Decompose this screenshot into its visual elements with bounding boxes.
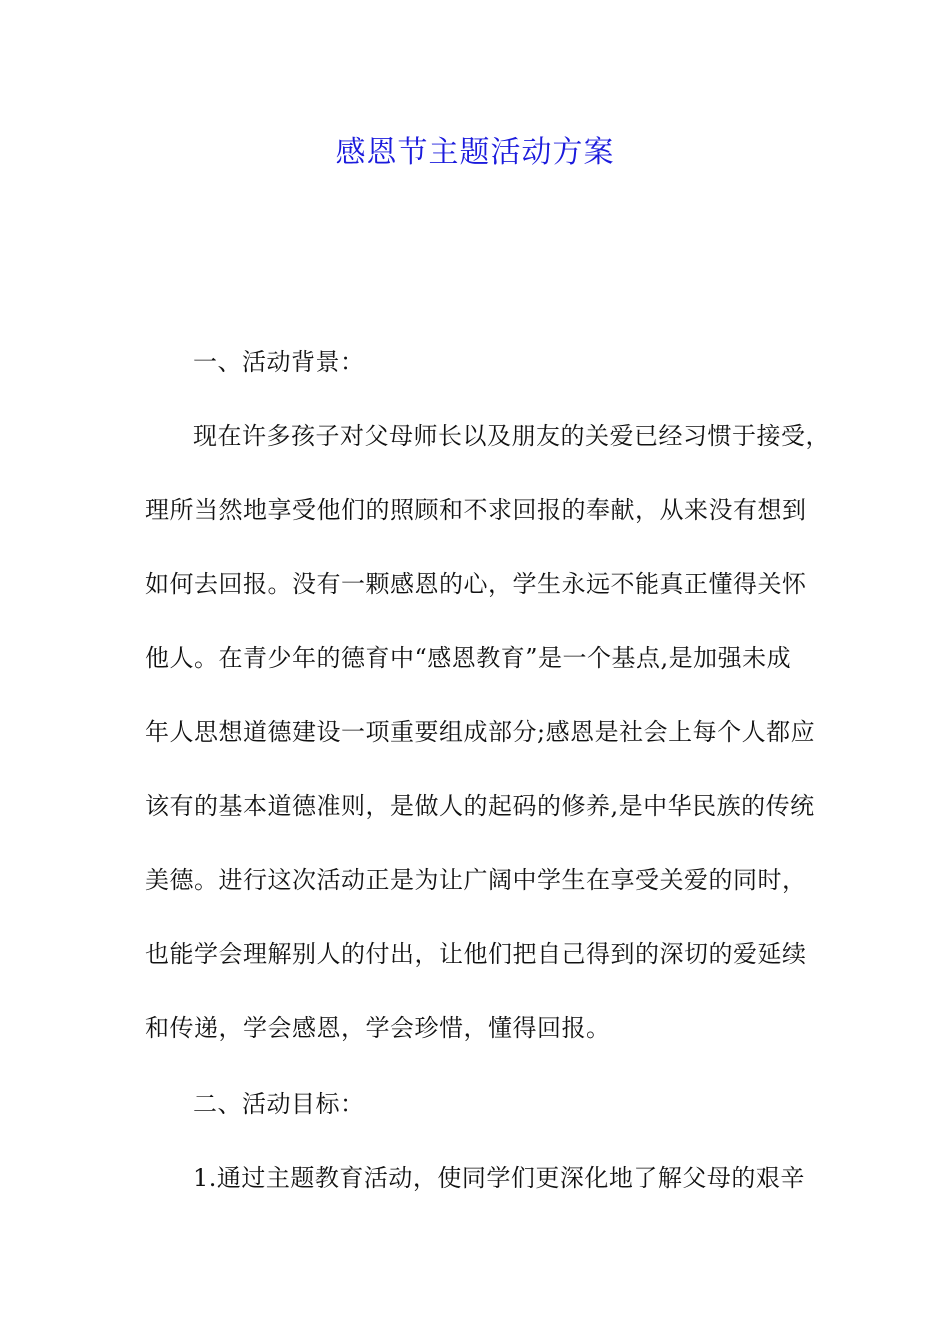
document-title: 感恩节主题活动方案	[335, 135, 615, 170]
paragraph-line: 和传递，学会感恩，学会珍惜，懂得回报。	[145, 1014, 611, 1042]
section-heading-goals: 二、活动目标：	[193, 1090, 365, 1118]
paragraph-line: 1.通过主题教育活动，使同学们更深化地了解父母的艰辛	[193, 1164, 805, 1192]
paragraph-line: 理所当然地享受他们的照顾和不求回报的奉献，从来没有想到	[145, 496, 807, 524]
paragraph-line: 如何去回报。没有一颗感恩的心，学生永远不能真正懂得关怀	[145, 570, 807, 598]
paragraph-line: 他人。在青少年的德育中“感恩教育”是一个基点,是加强未成	[145, 644, 792, 672]
section-heading-background: 一、活动背景：	[193, 348, 365, 376]
paragraph-line: 该有的基本道德准则，是做人的起码的修养,是中华民族的传统	[145, 792, 815, 820]
paragraph-line: 年人思想道德建设一项重要组成部分;感恩是社会上每个人都应	[145, 718, 816, 746]
paragraph-line: 现在许多孩子对父母师长以及朋友的关爱已经习惯于接受，	[193, 422, 830, 450]
paragraph-line: 也能学会理解别人的付出，让他们把自己得到的深切的爱延续	[145, 940, 807, 968]
paragraph-line: 美德。进行这次活动正是为让广阔中学生在享受关爱的同时，	[145, 866, 807, 894]
